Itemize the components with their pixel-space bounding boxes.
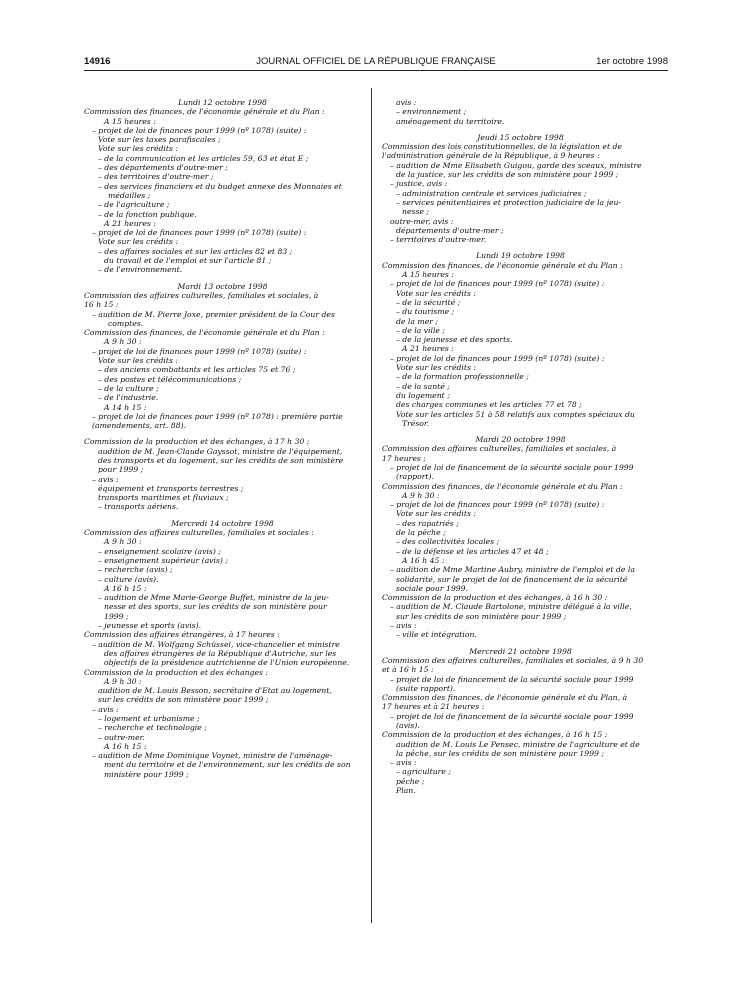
commission-line: Commission des affaires culturelles, familiales et sociales : — [84, 528, 314, 538]
agenda-subitem: solidarité, sur le projet de loi de financement de la sécurité — [396, 574, 628, 584]
agenda-item: – projet de loi de finances pour 1999 (nº 1078) (suite) : — [390, 279, 605, 289]
agenda-subitem: – des anciens combattants et les articles 75 et 76 ; — [98, 365, 296, 375]
agenda-subitem: audition de M. Louis Besson, secrétaire d'Etat au logement, — [98, 686, 332, 696]
agenda-subitem: Vote sur les crédits : — [98, 144, 178, 154]
commission-line: Commission des affaires culturelles, familiales et sociales, à 9 h 30 — [382, 655, 644, 665]
commission-line: Commission des finances, de l'économie générale et du Plan : — [382, 260, 623, 270]
page-header — [84, 56, 668, 70]
commission-line: Commission des finances, de l'économie générale et du Plan : — [84, 328, 325, 338]
commission-line: Commission de la production et des échanges, à 16 h 30 : — [382, 593, 608, 603]
agenda-detail: comptes. — [108, 318, 144, 328]
agenda-subitem: – de la défense et les articles 47 et 48 ; — [396, 546, 549, 556]
agenda-subitem: – environnement ; — [396, 107, 467, 117]
agenda-subitem: – transports aériens. — [98, 502, 179, 512]
agenda-item: – projet de loi de financement de la sécurité sociale pour 1999 — [390, 674, 634, 684]
agenda-detail: A 9 h 30 : — [402, 490, 440, 500]
agenda-item: – avis : — [92, 474, 119, 484]
agenda-subitem: – de la communication et les articles 59, 63 et état E ; — [98, 153, 309, 163]
agenda-detail: A 16 h 15 : — [104, 583, 147, 593]
agenda-detail: A 9 h 30 : — [104, 676, 142, 686]
agenda-item: outre-mer, avis : — [390, 216, 454, 226]
agenda-subitem: de la justice, sur les crédits de son ministère pour 1999 ; — [396, 170, 619, 180]
agenda-subitem: – de la ville ; — [396, 325, 445, 335]
commission-line: Commission des finances, de l'économie générale et du Plan : — [84, 107, 325, 117]
agenda-item: – projet de loi de finances pour 1999 (nº 1078) : première partie — [92, 411, 343, 421]
agenda-subitem: – des postes et télécommunications ; — [98, 374, 242, 384]
agenda-item: – audition de Mme Elisabeth Guigou, garde des sceaux, ministre — [390, 160, 642, 170]
agenda-subitem: – du tourisme ; — [396, 307, 455, 317]
agenda-subitem: – outre-mer. — [98, 732, 145, 742]
agenda-detail: du travail et de l'emploi et sur l'article 81 ; — [104, 256, 272, 266]
commission-line: Commission de la production et des échanges : — [84, 667, 269, 677]
agenda-subitem: – de la sécurité ; — [396, 297, 461, 307]
agenda-detail: A 9 h 30 : — [104, 337, 142, 347]
agenda-subitem: du logement ; — [396, 390, 450, 400]
agenda-subitem: – services pénitentiaires et protection judiciaire de la jeu- — [396, 197, 622, 207]
agenda-subitem: départements d'outre-mer ; — [396, 225, 504, 235]
agenda-subitem: Vote sur les crédits : — [98, 237, 178, 247]
agenda-item: – projet de loi de financement de la sécurité sociale pour 1999 — [390, 462, 634, 472]
agenda-detail: des affaires étrangères de la République d'Autriche, sur les — [104, 648, 337, 658]
agenda-subitem: – ville et intégration. — [396, 630, 477, 640]
agenda-subitem: – de la jeunesse et des sports. — [396, 335, 513, 345]
agenda-item: – projet de loi de finances pour 1999 (nº 1078) (suite) : — [390, 353, 605, 363]
commission-line: Commission des lois constitutionnelles, de la législation et de — [382, 142, 622, 152]
agenda-subitem: – enseignement supérieur (avis) ; — [98, 555, 228, 565]
agenda-subitem: – agriculture ; — [396, 767, 451, 777]
agenda-detail: A 14 h 15 : — [104, 402, 147, 412]
agenda-subitem: avis : — [396, 98, 417, 107]
agenda-subitem: – de la formation professionnelle ; — [396, 372, 529, 382]
agenda-subitem: de la pêche ; — [396, 528, 446, 538]
commission-line: 17 heures et à 21 heures : — [382, 702, 485, 712]
commission-line: Commission des affaires culturelles, familiales et sociales, à — [84, 290, 319, 300]
agenda-subitem: – de la fonction publique. — [98, 209, 197, 219]
agenda-subitem: (rapport). — [396, 472, 434, 482]
agenda-detail: A 21 heures : — [402, 344, 454, 354]
date-heading: Mardi 13 octobre 1998 — [177, 281, 268, 291]
agenda-detail: A 15 heures : — [402, 270, 454, 280]
spacer — [382, 244, 659, 251]
date-heading: Mardi 20 octobre 1998 — [475, 435, 566, 445]
agenda-item: – projet de loi de finances pour 1999 (nº 1078) (suite) : — [390, 500, 605, 510]
agenda-detail: A 21 heures : — [104, 218, 156, 228]
date-heading: Lundi 12 octobre 1998 — [178, 98, 267, 107]
agenda-subitem: Vote sur les crédits : — [396, 363, 476, 373]
date-heading: Mercredi 21 octobre 1998 — [469, 646, 572, 656]
agenda-subitem: des charges communes et les articles 77 et 78 ; — [396, 400, 582, 410]
agenda-subitem: pêche ; — [396, 776, 425, 786]
agenda-subitem: – de la culture ; — [98, 383, 159, 393]
date-heading: Jeudi 15 octobre 1998 — [477, 132, 564, 142]
spacer — [382, 640, 659, 647]
agenda-item: – audition de Mme Dominique Voynet, ministre de l'aménage- — [92, 751, 333, 761]
spacer — [84, 275, 361, 282]
date-heading: Lundi 19 octobre 1998 — [476, 251, 565, 261]
agenda-item: – audition de Mme Martine Aubry, ministre de l'emploi et de la — [390, 565, 635, 575]
agenda-item: – justice, avis : — [390, 179, 448, 189]
commission-line: Commission de la production et des échanges, à 16 h 15 : — [382, 730, 608, 740]
page-number: 14916 — [84, 56, 111, 67]
agenda-subitem: sur les crédits de son ministère pour 1999 ; — [396, 611, 567, 621]
agenda-subitem: – de l'industrie. — [98, 393, 159, 403]
agenda-item: – projet de loi de finances pour 1999 (nº 1078) (suite) : — [92, 228, 307, 238]
agenda-subitem: Vote sur les crédits : — [396, 288, 476, 298]
agenda-subitem: Vote sur les crédits : — [98, 356, 178, 366]
agenda-subitem: Vote sur les taxes parafiscales ; — [98, 135, 221, 145]
agenda-item: – audition de M. Claude Bartolone, ministre délégué à la ville, — [390, 602, 632, 612]
commission-line: Commission des finances, de l'économie générale et du Plan, à — [382, 693, 628, 703]
agenda-detail: médailles ; — [108, 190, 151, 200]
agenda-item: – audition de M. Pierre Joxe, premier président de la Cour des — [92, 309, 335, 319]
agenda-subitem: – des territoires d'outre-mer ; — [98, 172, 214, 182]
agenda-subitem: – administration centrale et services judiciaires ; — [396, 188, 587, 198]
right-column — [382, 98, 659, 795]
commission-line: Commission des affaires étrangères, à 17 heures : — [84, 630, 280, 640]
agenda-item: – avis : — [390, 758, 417, 768]
agenda-subitem: – des rapatriés ; — [396, 518, 459, 528]
column-divider — [371, 88, 372, 923]
agenda-detail: objectifs de la présidence autrichienne de l'Union européenne. — [104, 658, 350, 668]
agenda-subitem: sociale pour 1999. — [396, 583, 468, 593]
agenda-subitem: – des collectivités locales ; — [396, 537, 500, 547]
header-rule — [84, 70, 668, 71]
spacer — [84, 512, 361, 519]
journal-title: JOURNAL OFFICIEL DE LA RÉPUBLIQUE FRANÇAISE — [256, 56, 496, 67]
agenda-detail: ministère pour 1999 ; — [104, 769, 189, 779]
agenda-item: – projet de loi de finances pour 1999 (nº 1078) (suite) : — [92, 125, 307, 135]
agenda-subitem: Vote sur les crédits : — [396, 509, 476, 519]
agenda-subitem: (avis). — [396, 721, 420, 730]
spacer — [382, 428, 659, 435]
agenda-subitem: Vote sur les articles 51 à 58 relatifs aux comptes spéciaux du — [396, 409, 635, 419]
agenda-subitem: – de l'agriculture ; — [98, 200, 170, 210]
date-heading: Mercredi 14 octobre 1998 — [171, 518, 274, 528]
agenda-item: – projet de loi de financement de la sécurité sociale pour 1999 — [390, 711, 634, 721]
commission-line: 16 h 15 : — [84, 300, 119, 310]
agenda-item: (amendements, art. 88). — [92, 421, 187, 431]
agenda-item: – avis : — [390, 621, 417, 631]
agenda-subitem: Plan. — [396, 786, 416, 796]
agenda-subitem: – de la santé ; — [396, 381, 450, 391]
agenda-subitem: – recherche et technologie ; — [98, 723, 207, 733]
agenda-subitem: – des départements d'outre-mer ; — [98, 163, 228, 173]
agenda-item: – avis : — [92, 704, 119, 714]
commission-line: et à 16 h 15 : — [382, 665, 434, 675]
spacer — [382, 126, 659, 133]
agenda-subitem: la pêche, sur les crédits de son ministère pour 1999 ; — [396, 748, 604, 758]
agenda-subitem: audition de M. Louis Le Pensec, ministre de l'agriculture et de — [396, 739, 640, 749]
issue-date: 1er octobre 1998 — [596, 56, 668, 67]
agenda-detail: nesse et des sports, sur les crédits de son ministère pour — [104, 602, 327, 612]
agenda-item: – territoires d'outre-mer. — [390, 235, 487, 245]
commission-line: l'administration générale de la République, à 9 heures : — [382, 151, 600, 161]
agenda-subitem: transports maritimes et fluviaux ; — [98, 493, 229, 503]
agenda-subitem: audition de M. Jean-Claude Gayssot, ministre de l'équipement, — [98, 446, 343, 456]
agenda-subitem: – logement et urbanisme ; — [98, 714, 200, 723]
agenda-subitem: – recherche (avis) ; — [98, 565, 173, 575]
agenda-item: – projet de loi de finances pour 1999 (nº 1078) (suite) : — [92, 346, 307, 356]
agenda-detail: nesse ; — [402, 207, 429, 217]
agenda-subitem: pour 1999 ; — [98, 465, 144, 475]
agenda-item: – audition de M. Wolfgang Schüssel, vice-chancelier et ministre — [92, 639, 340, 649]
agenda-detail: A 15 heures : — [104, 116, 156, 126]
spacer — [84, 430, 361, 437]
agenda-subitem: – des affaires sociales et sur les articles 82 et 83 ; — [98, 246, 293, 256]
agenda-subitem: équipement et transports terrestres ; — [98, 483, 244, 493]
agenda-subitem: – audition de Mme Marie-George Buffet, ministre de la jeu- — [98, 593, 329, 603]
agenda-subitem: (suite rapport). — [396, 683, 456, 693]
commission-line: Commission de la production et des échanges, à 17 h 30 : — [84, 437, 310, 447]
agenda-detail: ment du territoire et de l'environnement, sur les crédits de son — [104, 760, 351, 770]
agenda-subitem: aménagement du territoire. — [396, 116, 505, 126]
agenda-subitem: des transports et du logement, sur les crédits de son ministère — [98, 455, 344, 465]
agenda-subitem: de la mer ; — [396, 316, 438, 326]
agenda-subitem: – enseignement scolaire (avis) ; — [98, 546, 221, 556]
agenda-detail: A 16 h 45 : — [402, 555, 445, 565]
left-column — [84, 98, 361, 779]
agenda-subitem: – jeunesse et sports (avis). — [98, 621, 202, 631]
agenda-subitem: – de l'environnement. — [98, 265, 183, 275]
agenda-subitem: – culture (avis). — [98, 574, 159, 584]
agenda-detail: Trésor. — [402, 418, 430, 428]
agenda-detail: A 9 h 30 : — [104, 537, 142, 547]
commission-line: 17 heures : — [382, 453, 426, 463]
agenda-detail: A 16 h 15 : — [104, 741, 147, 751]
commission-line: Commission des finances, de l'économie générale et du Plan : — [382, 481, 623, 491]
agenda-subitem: sur les crédits de son ministère pour 1999 ; — [98, 695, 269, 705]
commission-line: Commission des affaires culturelles, familiales et sociales, à — [382, 444, 617, 454]
agenda-detail: 1999 ; — [104, 611, 129, 621]
agenda-subitem: – des services financiers et du budget annexe des Monnaies et — [98, 181, 342, 191]
